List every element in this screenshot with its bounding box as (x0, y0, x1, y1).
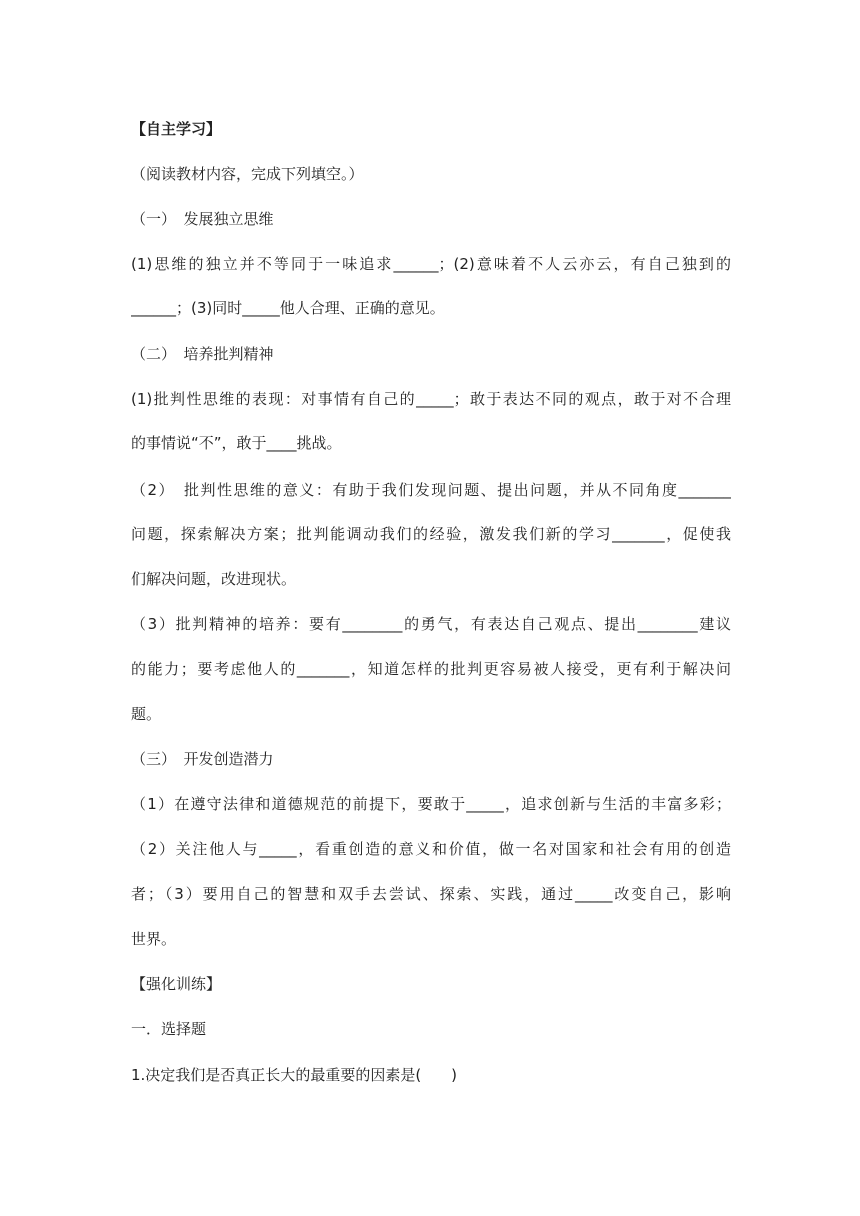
instruction-text: （阅读教材内容，完成下列填空。） (131, 165, 364, 183)
section1-line: ______；(3)同时_____他人合理、正确的意见。 (131, 299, 445, 317)
section2-line: 的能力；要考虑他人的_______，知道怎样的批判更容易被人接受，更有利于解决问 (131, 660, 731, 678)
question-1: 1.决定我们是否真正长大的最重要的因素是( ) (131, 1066, 458, 1084)
section1-title: （一） 发展独立思维 (131, 210, 274, 228)
section3-line: （1）在遵守法律和道德规范的前提下，要敢于_____，追求创新与生活的丰富多彩； (131, 795, 731, 813)
section2-line: 的事情说“不”，敢于____挑战。 (131, 434, 342, 452)
section2-line: （3）批判精神的培养：要有________的勇气，有表达自己观点、提出________建议 (131, 615, 731, 633)
section1-line: (1)思维的独立并不等同于一味追求______；(2)意味着不人云亦云，有自己独到的 (131, 255, 731, 273)
section3-title: （三） 开发创造潜力 (131, 750, 274, 768)
section2-line: (1)批判性思维的表现：对事情有自己的_____；敢于表达不同的观点，敢于对不合理 (131, 390, 731, 408)
part-one-heading: 一．选择题 (131, 1020, 207, 1038)
section3-line: （2）关注他人与_____，看重创造的意义和价值，做一名对国家和社会有用的创造 (131, 840, 731, 858)
section3-line: 者；（3）要用自己的智慧和双手去尝试、探索、实践，通过_____改变自己，影响 (131, 885, 731, 903)
section3-line: 世界。 (131, 930, 177, 948)
training-heading: 【强化训练】 (131, 975, 222, 993)
section2-line: 题。 (131, 705, 162, 723)
section2-line: 们解决问题，改进现状。 (131, 570, 297, 588)
section2-title: （二） 培养批判精神 (131, 345, 274, 363)
self-study-heading: 【自主学习】 (131, 120, 222, 138)
section2-line: 问题，探索解决方案；批判能调动我们的经验，激发我们新的学习_______，促使我 (131, 525, 731, 543)
section2-line: （2） 批判性思维的意义：有助于我们发现问题、提出问题，并从不同角度_______ (131, 481, 731, 499)
